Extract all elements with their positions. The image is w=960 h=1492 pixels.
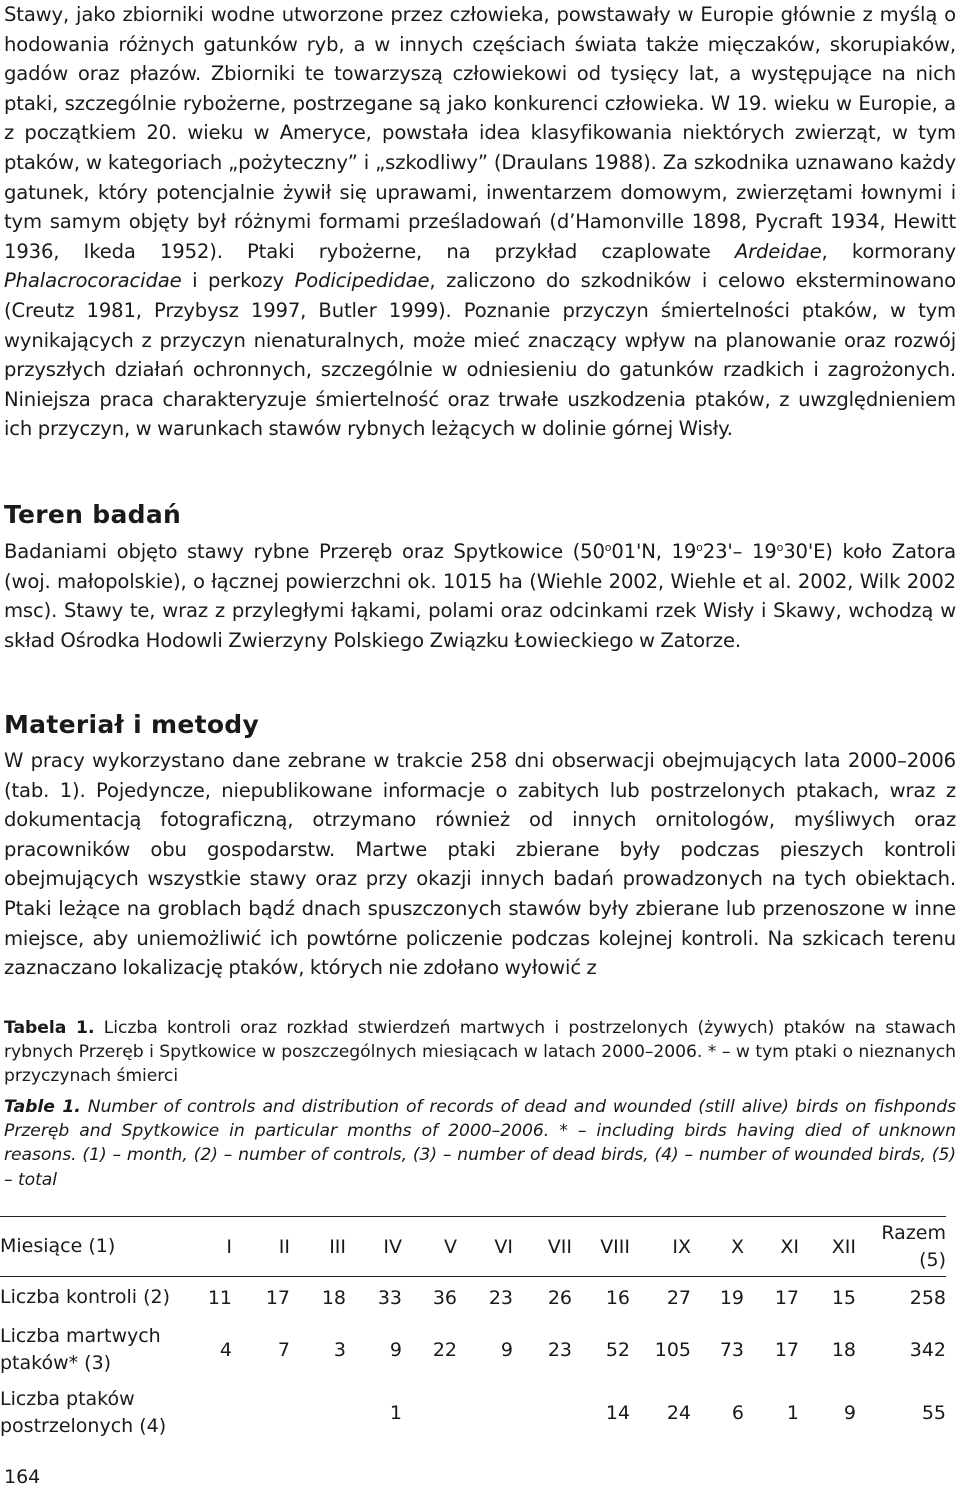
table-cell: 23 (488, 1286, 513, 1309)
section-heading-study-area: Teren badań (4, 500, 182, 529)
taxon-ardeidae: Ardeidae (734, 239, 822, 263)
table-caption-en (4, 1095, 956, 1192)
intro-text-3: i perkozy (181, 269, 295, 293)
table-label-en: Table 1. (4, 1097, 81, 1117)
table-cell: 73 (719, 1338, 744, 1361)
section-heading-methods: Materiał i metody (4, 710, 260, 739)
header-label: Miesiące (1) (0, 1217, 188, 1277)
table-cell: 4 (219, 1338, 232, 1361)
table-cell: 27 (666, 1286, 691, 1309)
table-cell: 19 (719, 1286, 744, 1309)
header-total-line1: Razem (881, 1221, 946, 1244)
study-area-text-1: Badaniami objęto stawy rybne Przeręb oraz Spytkowice (50 (4, 540, 605, 563)
degree-sign: o (776, 541, 784, 554)
header-month: III (290, 1217, 346, 1277)
study-area-text-4: 30'E) koło Zatora (woj. małopolskie), o łącznej powierzchni ok. 1015 ha (Wiehle 2002, Wiehle et al. 2002, Wilk 2002 msc). Stawy te, wraz z przyległymi łąkami, polami oraz odcinkami rzek Wisły i Skawy, wchodzą w skład Ośrodka Hodowli Zwierzyny Polskiego Związku Łowieckiego w Zatorze. (4, 540, 957, 652)
table-cell (457, 1381, 513, 1445)
table-row (0, 1381, 946, 1445)
table-row (0, 1277, 946, 1319)
study-area-paragraph (4, 537, 956, 655)
table-total-cell: 55 (921, 1401, 946, 1424)
row-label (0, 1381, 188, 1445)
table-label-pl: Tabela 1. (4, 1018, 95, 1038)
table-header-row (0, 1217, 946, 1277)
table-cell: 9 (389, 1338, 402, 1361)
table-cell: 33 (377, 1286, 402, 1309)
header-month: V (402, 1217, 457, 1277)
data-table (0, 1216, 946, 1445)
header-month: VIII (572, 1217, 630, 1277)
table-cell: 11 (207, 1286, 232, 1309)
table-cell: 105 (654, 1338, 691, 1361)
table-cell: 17 (265, 1286, 290, 1309)
page-number: 164 (4, 1466, 41, 1488)
table-cell: 22 (432, 1338, 457, 1361)
table-cell: 23 (547, 1338, 572, 1361)
table-cell (402, 1381, 457, 1445)
table-row (0, 1319, 946, 1381)
header-month: I (188, 1217, 232, 1277)
header-month: VII (513, 1217, 572, 1277)
table-cell: 26 (547, 1286, 572, 1309)
table-cell: 52 (605, 1338, 630, 1361)
table-cell: 7 (277, 1338, 290, 1361)
methods-paragraph: W pracy wykorzystano dane zebrane w trakcie 258 dni obserwacji obejmujących lata 2000–2006 (tab. 1). Pojedyncze, niepublikowane informacje o zabitych lub postrzelonych ptakach, wraz z dokumentacją fotograficzną, otrzymano również od innych ornitologów, myśliwych oraz pracowników obu gospodarstw. Martwe ptaki zbierane były podczas pieszych kontroli obejmujących wszystkie stawy oraz przy okazji innych badań prowadzonych na tych obiektach. Ptaki leżące na groblach bądź dnach spuszczonych stawów były zbierane lub przenoszone w inne miejsce, aby uniemożliwić ich powtórne policzenie podczas kolejnej kontroli. Na szkicach terenu zaznaczano lokalizację ptaków, których nie zdołano wyłowić z (4, 749, 956, 980)
table-cell: 1 (389, 1401, 402, 1424)
row-label (0, 1319, 188, 1381)
intro-text-4: , zaliczono do szkodników i celowo eksterminowano (Creutz 1981, Przybysz 1997, Butler 1999). Poznanie przyczyn śmiertelności ptaków, w tym wynikających z przyczyn nienaturalnych, może mieć znaczący wpływ na planowanie oraz rozwój przyszłych działań ochronnych, szczególnie w odniesieniu do gatunków rzadkich i zagrożonych. Niniejsza praca charakteryzuje śmiertelność oraz trwałe uszkodzenia ptaków, z uwzględnieniem ich przyczyn, w warunkach stawów rybnych leżących w dolinie górnej Wisły. (4, 269, 957, 441)
table-cell: 17 (774, 1286, 799, 1309)
table-cell: 14 (605, 1401, 630, 1424)
row-label-line2: ptaków* (3) (0, 1351, 112, 1374)
table-cell: 18 (321, 1286, 346, 1309)
intro-text-1: Stawy, jako zbiorniki wodne utworzone przez człowieka, powstawały w Europie głównie z myślą o hodowania różnych gatunków ryb, a w innych częściach świata także mięczaków, skorupiaków, gadów oraz płazów. Zbiorniki te towarzyszą człowiekowi od tysięcy lat, a występujące na nich ptaki, szczególnie rybożerne, postrzegane są jako konkurenci człowieka. W 19. wieku w Europie, a z początkiem 20. wieku w Ameryce, powstała idea klasyfikowania niektórych zwierząt, w tym ptaków, w kategoriach „pożyteczny” i „szkodliwy” (Draulans 1988). Za szkodnika uznawano każdy gatunek, który potencjalnie żywił się uprawami, inwentarzem domowym, zwierzętami łownymi i tym samym objęty był różnymi formami prześladowań (d’Hamonville 1898, Pycraft 1934, Hewitt 1936, Ikeda 1952). Ptaki rybożerne, na przykład czaplowate (4, 3, 956, 263)
header-month: X (691, 1217, 744, 1277)
table-cell: 6 (731, 1401, 744, 1424)
header-month: XI (744, 1217, 799, 1277)
table-caption-en-text: Number of controls and distribution of records of dead and wounded (still alive) birds on fishponds Przeręb and Spytkowice in particular months of 2000–2006. * – including birds having died of unknown reasons. (1) – month, (2) – number of controls, (3) – number of dead birds, (4) – number of wounded birds, (5) – total (4, 1097, 956, 1190)
table-cell (188, 1381, 232, 1445)
table-cell (232, 1381, 290, 1445)
table-cell (290, 1381, 346, 1445)
header-total (856, 1217, 946, 1277)
table-cell: 36 (432, 1286, 457, 1309)
header-total-line2: (5) (919, 1248, 946, 1271)
table-cell: 3 (333, 1338, 346, 1361)
degree-sign: o (604, 541, 612, 554)
header-month: XII (799, 1217, 856, 1277)
header-month: IV (346, 1217, 402, 1277)
table-cell: 9 (500, 1338, 513, 1361)
header-month: II (232, 1217, 290, 1277)
taxon-phalacrocoracidae: Phalacrocoracidae (4, 269, 182, 293)
row-label: Liczba kontroli (2) (0, 1286, 170, 1309)
table-cell: 24 (666, 1401, 691, 1424)
table-cell: 18 (831, 1338, 856, 1361)
row-label-line1: Liczba ptaków (0, 1387, 135, 1410)
header-month: IX (630, 1217, 691, 1277)
table-cell: 15 (831, 1286, 856, 1309)
table-caption-pl-text: Liczba kontroli oraz rozkład stwierdzeń martwych i postrzelonych (żywych) ptaków na stawach rybnych Przeręb i Spytkowice w poszczególnych miesiącach w latach 2000–2006. * – w tym ptaki o nieznanych przyczynach śmierci (4, 1018, 957, 1087)
table-cell (513, 1381, 572, 1445)
intro-paragraph (4, 0, 956, 444)
study-area-text-3: 23'– 19 (702, 540, 777, 563)
table-cell: 1 (786, 1401, 799, 1424)
row-label-line2: postrzelonych (4) (0, 1414, 167, 1437)
header-month: VI (457, 1217, 513, 1277)
intro-text-2: , kormorany (821, 239, 956, 263)
table-total-cell: 258 (909, 1286, 946, 1309)
table-cell: 9 (843, 1401, 856, 1424)
table-caption-pl (4, 1016, 956, 1089)
table-cell: 16 (605, 1286, 630, 1309)
row-label-line1: Liczba martwych (0, 1324, 161, 1347)
taxon-podicipedidae: Podicipedidae (294, 269, 430, 293)
table-cell: 17 (774, 1338, 799, 1361)
study-area-text-2: 01'N, 19 (611, 540, 697, 563)
table-total-cell: 342 (909, 1338, 946, 1361)
degree-sign: o (696, 541, 703, 554)
